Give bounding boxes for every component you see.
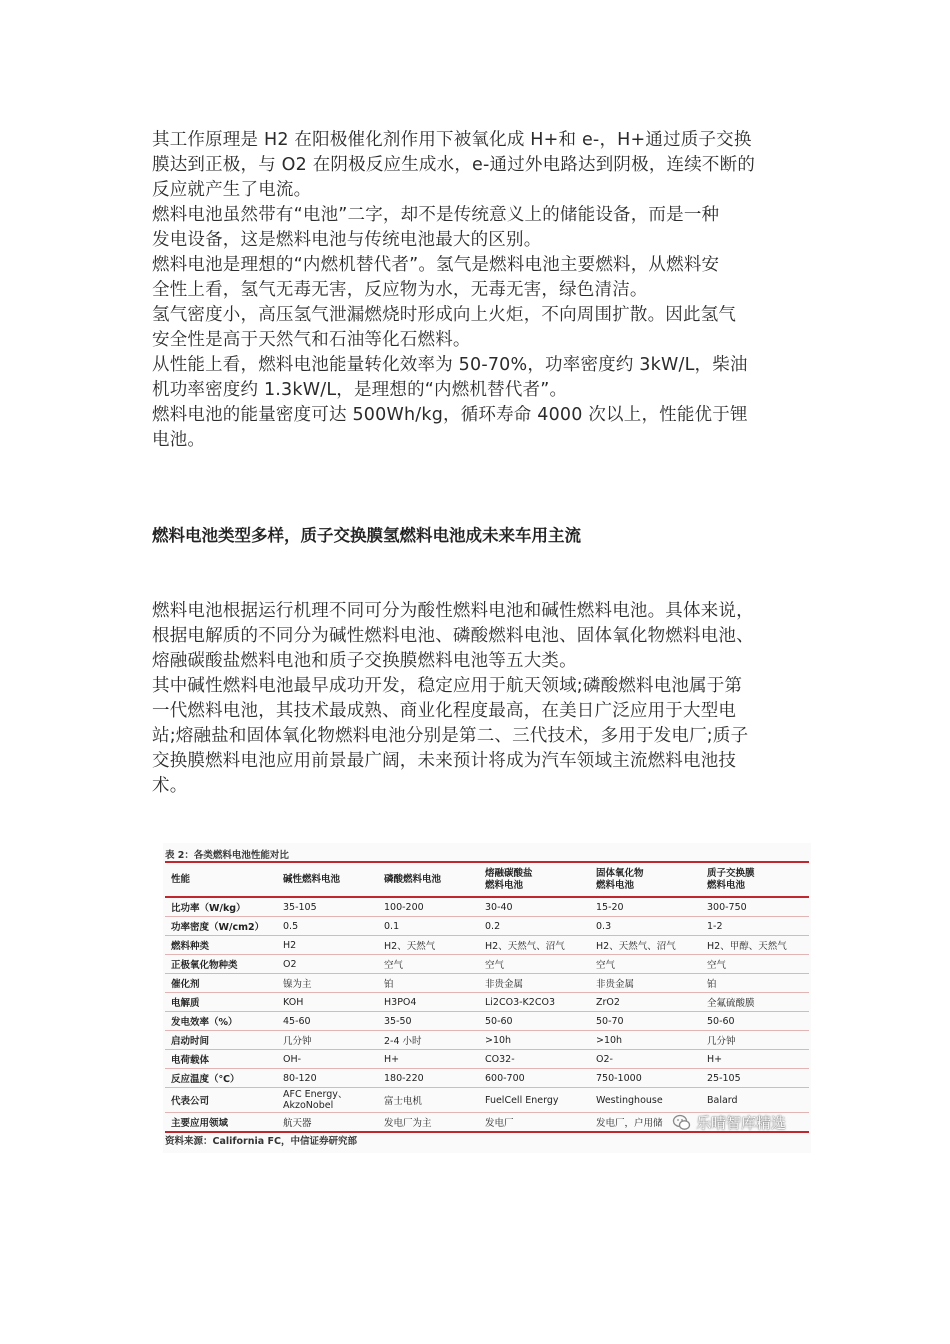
table-cell: Balard xyxy=(701,1088,809,1113)
table-cell: 15-20 xyxy=(590,897,701,917)
table-row-label: 比功率（W/kg） xyxy=(165,897,277,917)
table-cell: 空气 xyxy=(479,955,590,974)
table-cell: H2、天然气 xyxy=(378,936,479,955)
table-cell: H2 xyxy=(277,936,378,955)
table-cell: 发电厂，户用储 xyxy=(590,1113,701,1133)
table-cell: 1-2 xyxy=(701,917,809,936)
table-cell: AFC Energy、AkzoNobel xyxy=(277,1088,378,1113)
table-cell: 0.1 xyxy=(378,917,479,936)
table-row xyxy=(165,1088,809,1113)
paragraph-ice-replacement: 燃料电池是理想的“内燃机替代者”。氢气是燃料电池主要燃料，从燃料安 全性上看，氢气无毒无害，反应物为水，无毒无害，绿色清洁。 xyxy=(152,255,720,300)
table-cell: 空气 xyxy=(378,955,479,974)
wechat-icon xyxy=(672,1113,692,1133)
paragraph-performance: 从性能上看，燃料电池能量转化效率为 50-70%，功率密度约 3kW/L，柴油 机功率密度约 1.3kW/L，是理想的“内燃机替代者”。 xyxy=(152,355,748,400)
watermark-text: 乐晴智库精选 xyxy=(696,1114,787,1132)
table-cell: H2、甲醇、天然气 xyxy=(701,936,809,955)
table-cell: 50-60 xyxy=(701,1012,809,1031)
table-cell: >10h xyxy=(479,1031,590,1050)
table-header-cell: 固体氧化物 燃料电池 xyxy=(596,867,644,891)
table-row xyxy=(165,1050,809,1069)
table-row-label: 燃料种类 xyxy=(165,936,277,955)
table-cell: 非贵金属 xyxy=(479,974,590,993)
table-row xyxy=(165,1012,809,1031)
table-cell: 全氟硫酸膜 xyxy=(701,993,809,1012)
watermark xyxy=(672,1112,786,1133)
fuel-cell-comparison-table-figure xyxy=(163,843,811,1153)
table-cell: 铂 xyxy=(378,974,479,993)
table-cell: H2、天然气、沼气 xyxy=(590,936,701,955)
table-row xyxy=(165,974,809,993)
table-row xyxy=(165,955,809,974)
table-row-label: 启动时间 xyxy=(165,1031,277,1050)
table-cell: 80-120 xyxy=(277,1069,378,1088)
paragraph-development-history: 其中碱性燃料电池最早成功开发，稳定应用于航天领域;磷酸燃料电池属于第 一代燃料电池，其技术最成熟、商业化程度最高，在美日广泛应用于大型电 站;熔融盐和固体氧化物燃料电池分别是第二、三代技术，多用于发电厂;质子 交换膜燃料电池应用前景最广阔，未来预计将成为汽车领域主流燃料电池技 术。 xyxy=(152,676,749,796)
paragraph-energy-density: 燃料电池的能量密度可达 500Wh/kg，循环寿命 4000 次以上，性能优于锂 电池。 xyxy=(152,405,748,450)
table-cell: 几分钟 xyxy=(277,1031,378,1050)
table-header-row xyxy=(165,862,809,897)
table-cell: 富士电机 xyxy=(378,1088,479,1113)
table-header-cell: 碱性燃料电池 xyxy=(283,873,341,885)
table-cell: 45-60 xyxy=(277,1012,378,1031)
table-cell: >10h xyxy=(590,1031,701,1050)
table-row-label: 代表公司 xyxy=(165,1088,277,1113)
paragraph-hydrogen-safety: 氢气密度小，高压氢气泄漏燃烧时形成向上火炬，不向周围扩散。因此氢气 安全性是高于天然气和石油等化石燃料。 xyxy=(152,305,737,350)
table-cell: FuelCell Energy xyxy=(479,1088,590,1113)
table-source: 资料来源：California FC，中信证券研究部 xyxy=(165,1136,357,1147)
table-header-cell: 磷酸燃料电池 xyxy=(384,873,442,885)
table-cell: 30-40 xyxy=(479,897,590,917)
table-cell: CO32- xyxy=(479,1050,590,1069)
table-cell: 非贵金属 xyxy=(590,974,701,993)
table-cell: 空气 xyxy=(701,955,809,974)
table-cell: 35-105 xyxy=(277,897,378,917)
paragraph-classification: 燃料电池根据运行机理不同可分为酸性燃料电池和碱性燃料电池。具体来说， 根据电解质的不同分为碱性燃料电池、磷酸燃料电池、固体氧化物燃料电池、 熔融碳酸盐燃料电池和质子交换膜燃料电池等五大类。 xyxy=(152,601,754,671)
table-row-label: 主要应用领域 xyxy=(165,1113,277,1133)
table-cell: 600-700 xyxy=(479,1069,590,1088)
table-cell: 2-4 小时 xyxy=(378,1031,479,1050)
table-cell: 25-105 xyxy=(701,1069,809,1088)
table-cell: 0.3 xyxy=(590,917,701,936)
table-cell: 750-1000 xyxy=(590,1069,701,1088)
table-row xyxy=(165,936,809,955)
table-cell: Westinghouse xyxy=(590,1088,701,1113)
table-cell: 发电厂 xyxy=(479,1113,590,1133)
table-cell: 50-70 xyxy=(590,1012,701,1031)
table-cell: 0.2 xyxy=(479,917,590,936)
table-cell: O2- xyxy=(590,1050,701,1069)
table-cell: 50-60 xyxy=(479,1012,590,1031)
table-row xyxy=(165,1069,809,1088)
table-row xyxy=(165,1031,809,1050)
table-cell: Li2CO3-K2CO3 xyxy=(479,993,590,1012)
table-row-label: 反应温度（℃） xyxy=(165,1069,277,1088)
table-row-label: 电荷载体 xyxy=(165,1050,277,1069)
table-cell: 航天器 xyxy=(277,1113,378,1133)
paragraph-not-storage: 燃料电池虽然带有“电池”二字，却不是传统意义上的储能设备，而是一种 发电设备，这是燃料电池与传统电池最大的区别。 xyxy=(152,205,720,250)
table-cell: 300-750 xyxy=(701,897,809,917)
table-row-label: 催化剂 xyxy=(165,974,277,993)
table-cell: 镍为主 xyxy=(277,974,378,993)
table-cell: H+ xyxy=(701,1050,809,1069)
table-row-label: 功率密度（W/cm2） xyxy=(165,917,277,936)
table-cell: ZrO2 xyxy=(590,993,701,1012)
table-cell: 铂 xyxy=(701,974,809,993)
table-cell: OH- xyxy=(277,1050,378,1069)
table-cell: 35-50 xyxy=(378,1012,479,1031)
table-cell: H3PO4 xyxy=(378,993,479,1012)
table-title: 表 2：各类燃料电池性能对比 xyxy=(165,850,289,861)
table-cell: 100-200 xyxy=(378,897,479,917)
table-cell: 180-220 xyxy=(378,1069,479,1088)
table-row-label: 正极氧化物种类 xyxy=(165,955,277,974)
table-row xyxy=(165,917,809,936)
table-cell: 几分钟 xyxy=(701,1031,809,1050)
paragraph-working-principle: 其工作原理是 H2 在阳极催化剂作用下被氧化成 H+和 e-，H+通过质子交换 膜达到正极，与 O2 在阴极反应生成水，e-通过外电路达到阴极，连续不断的 反应就产生了电流。 xyxy=(152,130,756,200)
table-cell: 发电厂为主 xyxy=(378,1113,479,1133)
table-row-label: 发电效率（%） xyxy=(165,1012,277,1031)
table-cell: H+ xyxy=(378,1050,479,1069)
table-cell: O2 xyxy=(277,955,378,974)
table-cell: KOH xyxy=(277,993,378,1012)
table-row xyxy=(165,993,809,1012)
section-heading: 燃料电池类型多样，质子交换膜氢燃料电池成未来车用主流 xyxy=(152,526,581,545)
table-cell: 空气 xyxy=(590,955,701,974)
table-row-label: 电解质 xyxy=(165,993,277,1012)
table-header-cell: 性能 xyxy=(171,873,191,885)
table-header-cell: 熔融碳酸盐 燃料电池 xyxy=(485,867,533,891)
table-row xyxy=(165,897,809,917)
table-cell: H2、天然气、沼气 xyxy=(479,936,590,955)
table-header-cell: 质子交换膜 燃料电池 xyxy=(707,867,755,891)
comparison-table xyxy=(165,861,809,1133)
table-body xyxy=(165,897,809,1132)
table-cell: 0.5 xyxy=(277,917,378,936)
